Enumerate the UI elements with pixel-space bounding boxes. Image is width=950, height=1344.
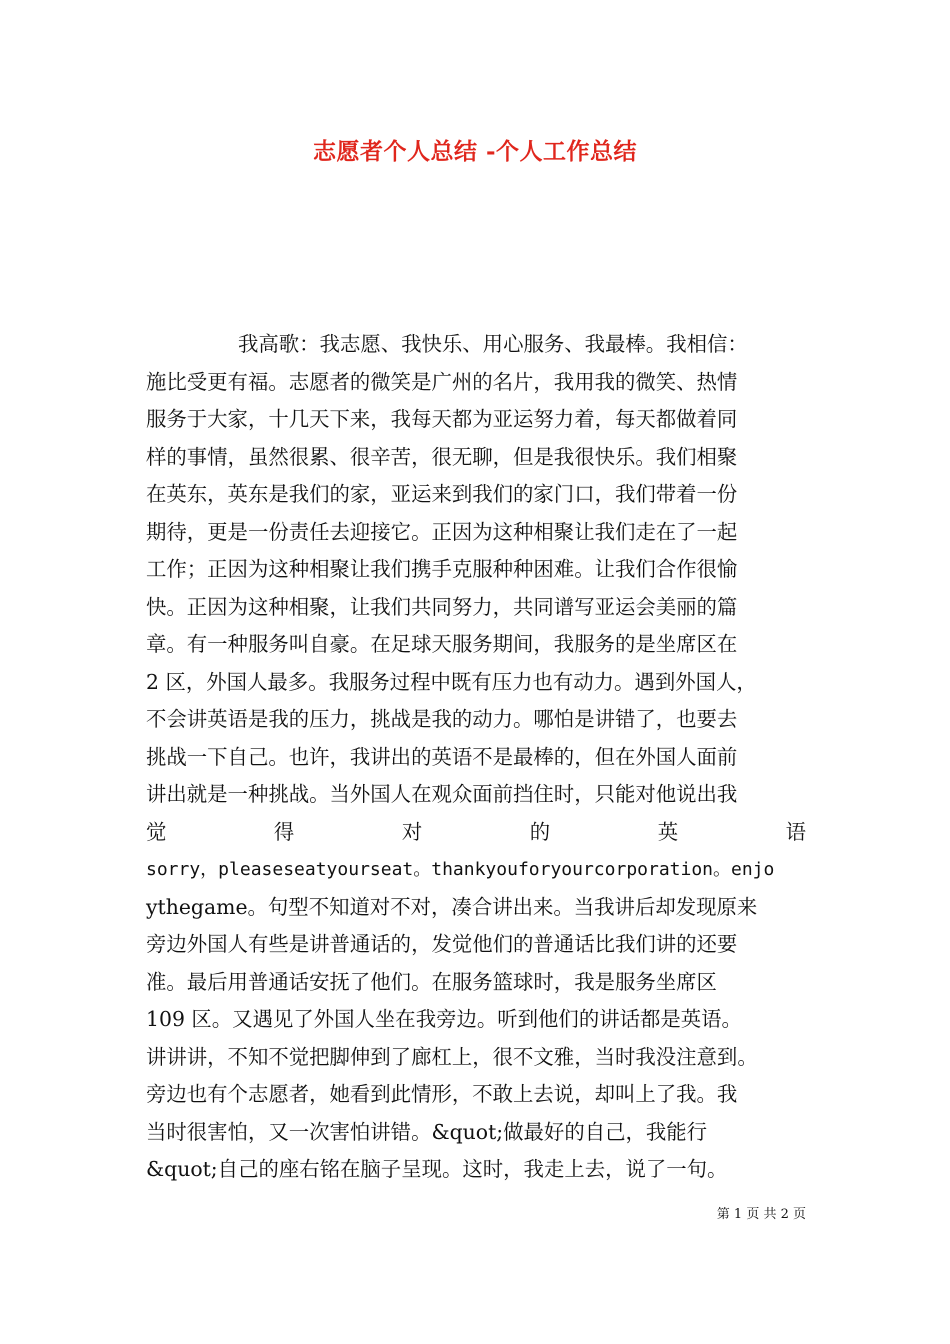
paragraph-line: 服务于大家，十几天下来，我每天都为亚运努力着，每天都做着同: [146, 407, 738, 431]
spread-char: 的: [529, 819, 551, 844]
document-title: 志愿者个人总结 -个人工作总结: [312, 138, 638, 165]
paragraph-line: 样的事情，虽然很累、很辛苦，很无聊，但是我很快乐。我们相聚: [146, 444, 738, 469]
paragraph-line: 讲出就是一种挑战。当外国人在观众面前挡住时，只能对他说出我: [146, 782, 738, 806]
paragraph-line: 109 区。又遇见了外国人坐在我旁边。听到他们的讲话都是英语。: [146, 1007, 742, 1031]
spread-line: [146, 814, 806, 852]
spread-char: 得: [273, 819, 295, 844]
page-number: 第 1 页 共 2 页: [716, 1207, 806, 1222]
paragraph-line: 期待，更是一份责任去迎接它。正因为这种相聚让我们走在了一起: [146, 519, 738, 544]
paragraph-line: 准。最后用普通话安抚了他们。在服务篮球时，我是服务坐席区: [146, 969, 717, 994]
paragraph-line: 快。正因为这种相聚，让我们共同努力，共同谱写亚运会美丽的篇: [146, 594, 738, 619]
paragraph-line: 在英东，英东是我们的家，亚运来到我们的家门口，我们带着一份: [146, 482, 738, 506]
paragraph-line: 不会讲英语是我的压力，挑战是我的动力。哪怕是讲错了，也要去: [146, 707, 738, 731]
paragraph-line: 章。有一种服务叫自豪。在足球天服务期间，我服务的是坐席区在: [146, 632, 738, 656]
paragraph-line: 挑战一下自己。也许，我讲出的英语不是最棒的，但在外国人面前: [146, 744, 738, 769]
document-body: [146, 326, 806, 1189]
paragraph-line: 施比受更有福。志愿者的微笑是广州的名片，我用我的微笑、热情: [146, 369, 738, 394]
paragraph-line: 旁边也有个志愿者，她看到此情形，不敢上去说，却叫上了我。我: [146, 1082, 738, 1106]
paragraph-line: 我高歌：我志愿、我快乐、用心服务、我最棒。我相信：: [238, 332, 748, 356]
spread-char: 觉: [146, 819, 167, 844]
paragraph-line: 讲讲讲，不知不觉把脚伸到了廊杠上，很不文雅，当时我没注意到。: [146, 1044, 758, 1069]
paragraph-line: ythegame。句型不知道对不对，凑合讲出来。当我讲后却发现原来: [146, 894, 758, 919]
spread-char: 对: [401, 819, 423, 844]
paragraph-line: 工作；正因为这种相聚让我们携手克服种种困难。让我们合作很愉: [146, 557, 738, 581]
latin-line: sorry，pleaseseatyourseat。thankyouforyourcorporation。enjo: [146, 859, 775, 880]
spread-char: 语: [785, 819, 806, 844]
paragraph-line: &quot;自己的座右铭在脑子呈现。这时，我走上去，说了一句。: [146, 1157, 728, 1181]
paragraph-line: 当时很害怕，又一次害怕讲错。&quot;做最好的自己，我能行: [146, 1119, 708, 1144]
paragraph-line: 旁边外国人有些是讲普通话的，发觉他们的普通话比我们讲的还要: [146, 932, 738, 956]
paragraph-line: 2 区，外国人最多。我服务过程中既有压力也有动力。遇到外国人，: [146, 669, 757, 694]
spread-char: 英: [657, 819, 679, 844]
